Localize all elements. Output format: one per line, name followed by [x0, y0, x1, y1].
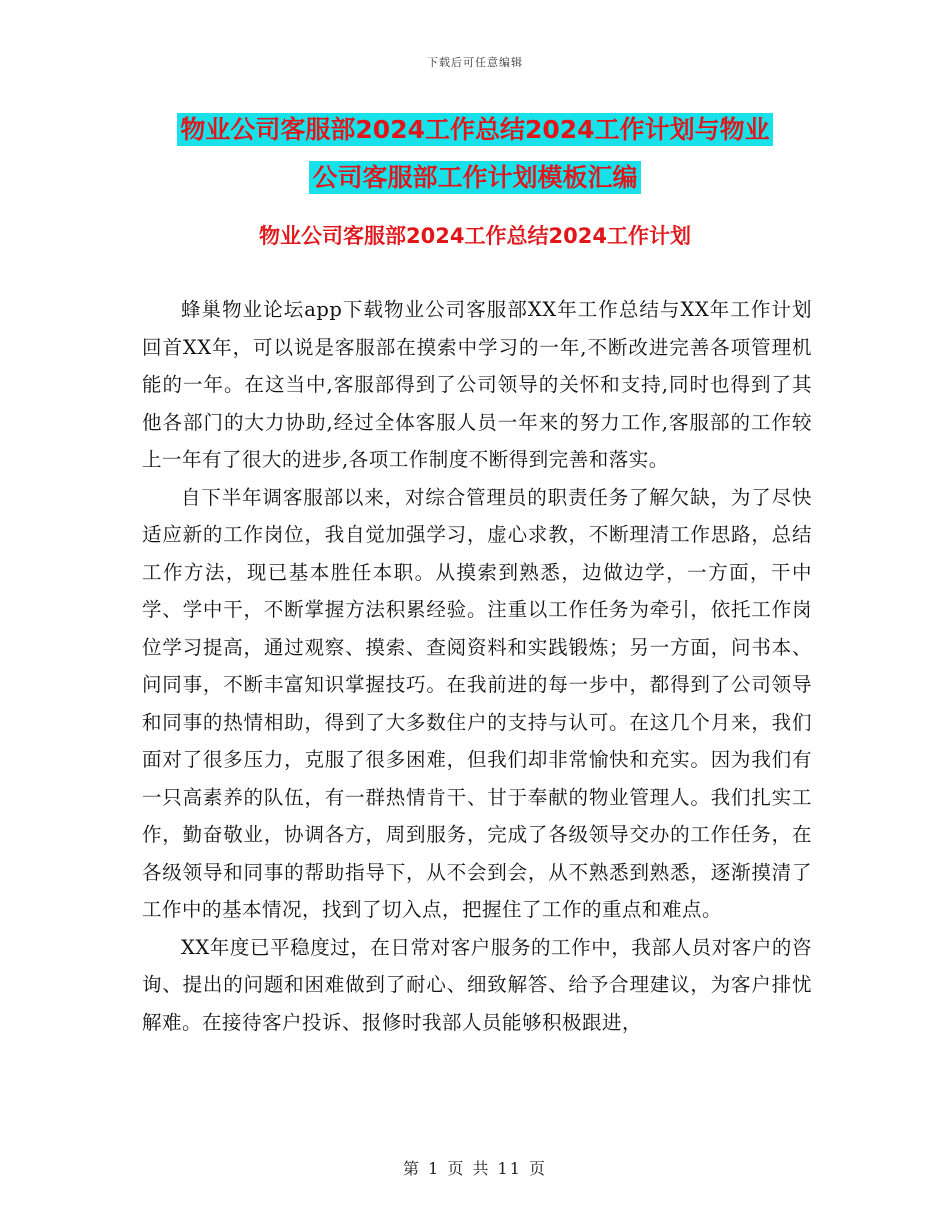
document-title — [140, 106, 810, 202]
title-line-1: 物业公司客服部2024工作总结2024工作计划与物业 — [177, 113, 772, 146]
paragraph-2: 自下半年调客服部以来，对综合管理员的职责任务了解欠缺，为了尽快适应新的工作岗位，我自觉加强学习，虚心求教，不断理清工作思路，总结工作方法，现已基本胜任本职。从摸索到熟悉，边做边学，一方面，干中学、学中干，不断掌握方法积累经验。注重以工作任务为牵引，依托工作岗位学习提高，通过观察、摸索、查阅资料和实践锻炼；另一方面，问书本、问同事，不断丰富知识掌握技巧。在我前进的每一步中，都得到了公司领导和同事的热情相助，得到了大多数住户的支持与认可。在这几个月来，我们面对了很多压力，克服了很多困难，但我们却非常愉快和充实。因为我们有一只高素养的队伍，有一群热情肯干、甘于奉献的物业管理人。我们扎实工作，勤奋敬业，协调各方，周到服务，完成了各级领导交办的工作任务，在各级领导和同事的帮助指导下，从不会到会，从不熟悉到熟悉，逐渐摸清了工作中的基本情况，找到了切入点，把握住了工作的重点和难点。 — [142, 485, 812, 921]
page-number: 第 1 页 共 11 页 — [403, 1159, 547, 1178]
paragraph-3: XX年度已平稳度过，在日常对客户服务的工作中，我部人员对客户的咨询、提出的问题和困难做到了耐心、细致解答、给予合理建议，为客户排忧解难。在接待客户投诉、报修时我部人员能够积极跟进， — [142, 935, 812, 1034]
paragraph-1: 蜂巢物业论坛app下载物业公司客服部XX年工作总结与XX年工作计划回首XX年，可以说是客服部在摸索中学习的一年,不断改进完善各项管理机能的一年。在这当中,客服部得到了公司领导的关怀和支持,同时也得到了其他各部门的大力协助,经过全体客服人员一年来的努力工作,客服部的工作较上一年有了很大的进步,各项工作制度不断得到完善和落实。 — [142, 298, 812, 471]
section-title: 物业公司客服部2024工作总结2024工作计划 — [259, 224, 691, 248]
page-header: 下载后可任意编辑 — [427, 56, 523, 69]
title-line-2: 公司客服部工作计划模板汇编 — [309, 161, 640, 194]
document-body — [142, 291, 812, 1041]
